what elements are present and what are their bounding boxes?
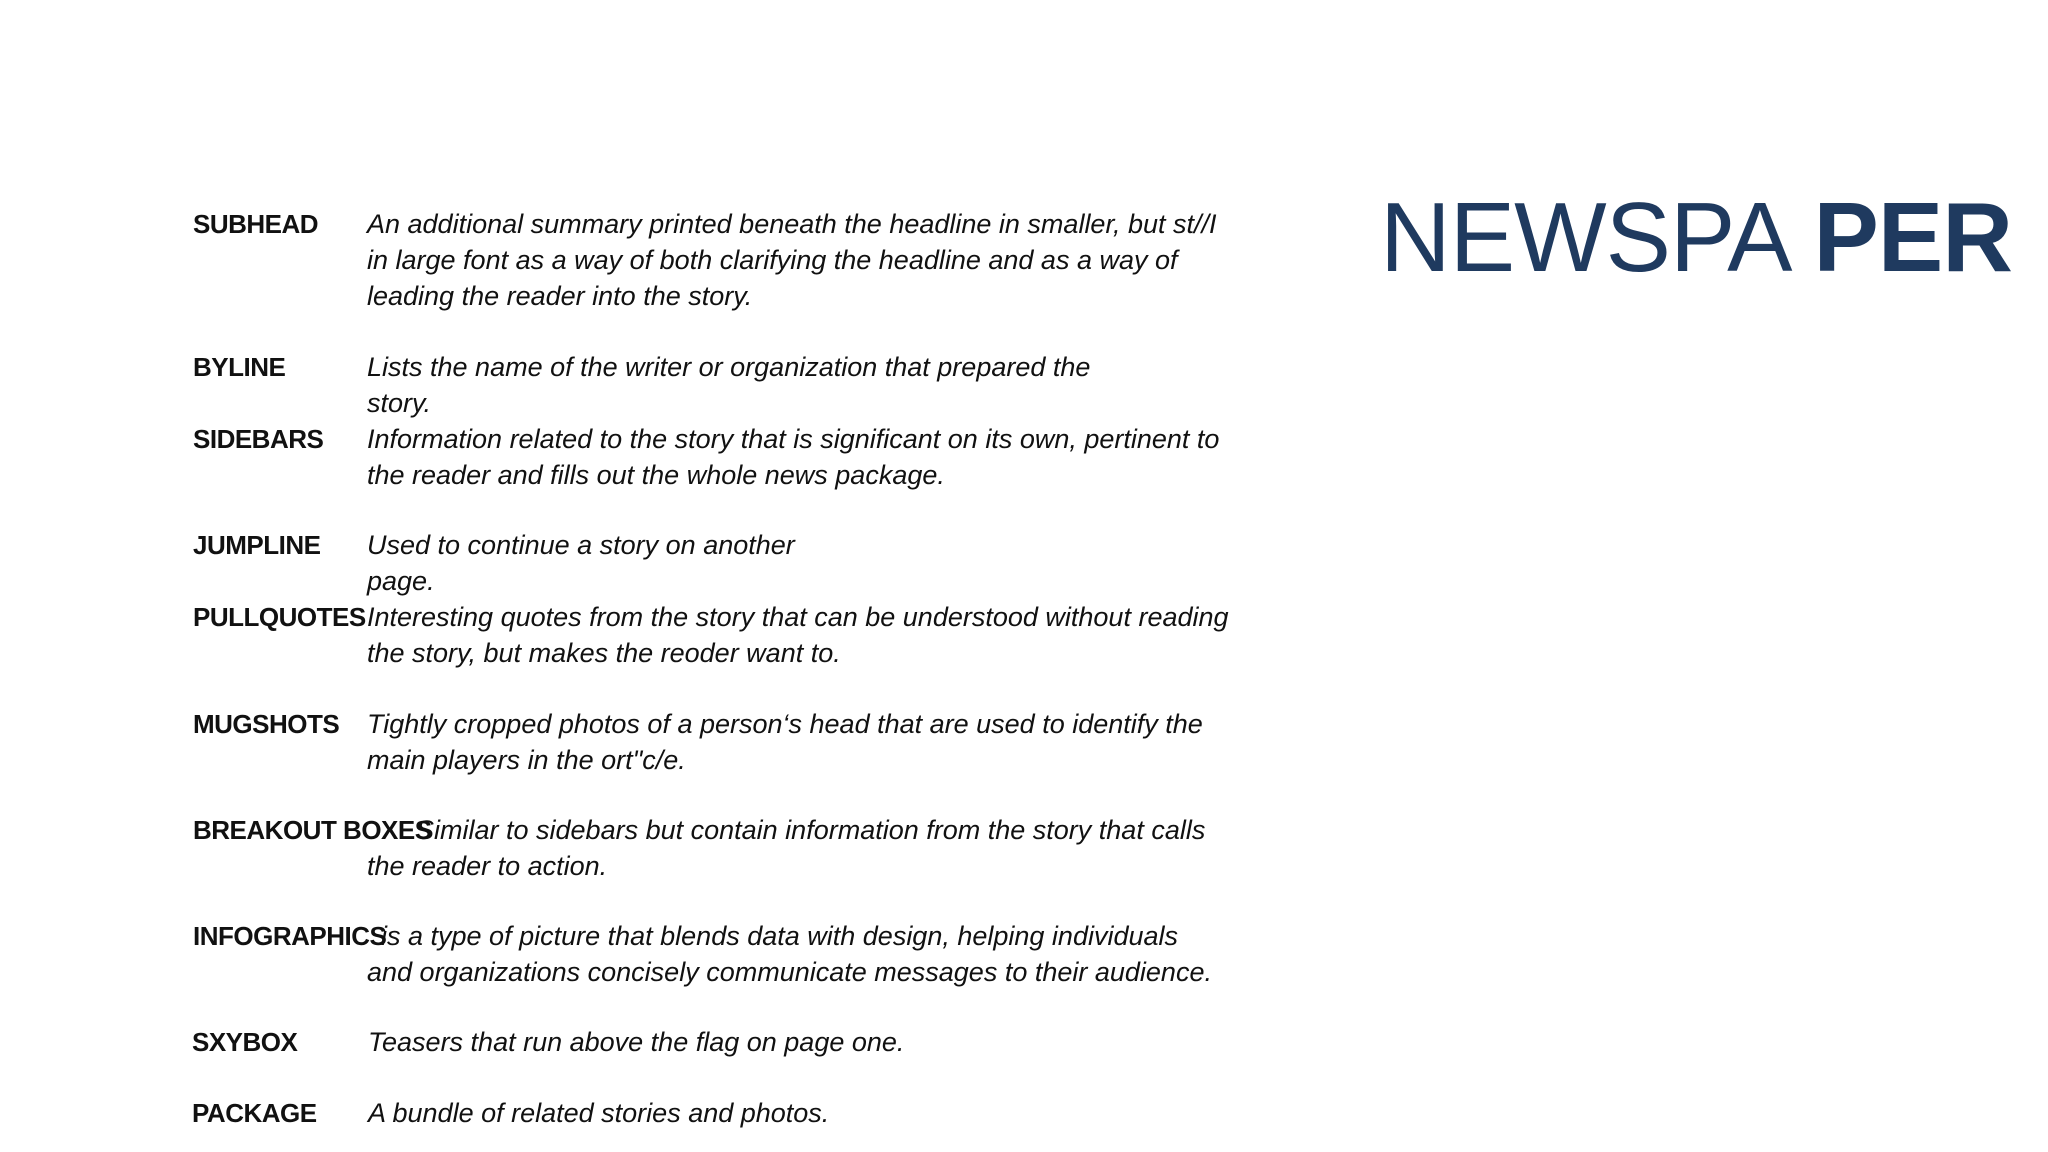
definition-breakout-boxes-first: Similar to sidebars but contain information from the story that calls: [416, 815, 1206, 845]
definition-jumpline: [367, 527, 795, 599]
definition-skybox: [368, 1024, 904, 1060]
term-subhead: SUBHEAD: [193, 209, 319, 239]
definition-line: An additional summary printed beneath the headline in smaller, but st//I: [367, 209, 1217, 239]
title-part-2: PER: [1813, 182, 2012, 292]
definition-line: Interesting quotes from the story that can be understood without reading: [367, 602, 1229, 632]
definition-infographics-first: is a type of picture that blends data with design, helping individuals: [381, 921, 1179, 951]
definition-line: A bundle of related stories and photos.: [368, 1098, 830, 1128]
term-breakout-boxes: BREAKOUT BOXES: [193, 815, 432, 845]
slide-title: [1380, 182, 2012, 292]
definition-line: Tightly cropped photos of a person‘s head that are used to identify the: [367, 709, 1203, 739]
definition-subhead: [367, 206, 1217, 314]
definition-line: the reader and fills out the whole news package.: [367, 460, 945, 490]
definition-line: Teasers that run above the flag on page one.: [368, 1027, 905, 1057]
term-jumpline: JUMPLINE: [193, 530, 321, 560]
definition-infographics-second: and organizations concisely communicate messages to their audience.: [367, 957, 1212, 987]
definition-line: the story, but makes the reoder want to.: [367, 638, 841, 668]
definition-package: [368, 1095, 829, 1131]
term-mugshots: MUGSHOTS: [193, 709, 340, 739]
definition-pullquotes: [367, 599, 1229, 671]
definition-line: leading the reader into the story.: [367, 281, 753, 311]
definition-line: main players in the ort"c/e.: [367, 745, 686, 775]
term-sidebars: SIDEBARS: [193, 424, 324, 454]
term-pullquotes: PULLQUOTES: [193, 602, 366, 632]
term-package: PACKAGE: [192, 1098, 317, 1128]
title-part-1: NEWSPA: [1380, 182, 1792, 292]
term-infographics: INFOGRAPHICS: [193, 921, 387, 951]
definition-line: story.: [367, 388, 432, 418]
definition-line: page.: [367, 566, 435, 596]
definition-breakout-boxes-second: the reader to action.: [367, 851, 608, 881]
definition-byline: [367, 349, 1090, 421]
definition-line: Used to continue a story on another: [367, 530, 795, 560]
term-byline: BYLINE: [193, 352, 286, 382]
definition-mugshots: [367, 706, 1203, 778]
definition-line: Information related to the story that is significant on its own, pertinent to: [367, 424, 1220, 454]
definition-line: Lists the name of the writer or organization that prepared the: [367, 352, 1091, 382]
definition-line: in large font as a way of both clarifying the headline and as a way of: [367, 245, 1178, 275]
definition-sidebars: [367, 421, 1219, 493]
term-skybox: SXYBOX: [192, 1027, 298, 1057]
